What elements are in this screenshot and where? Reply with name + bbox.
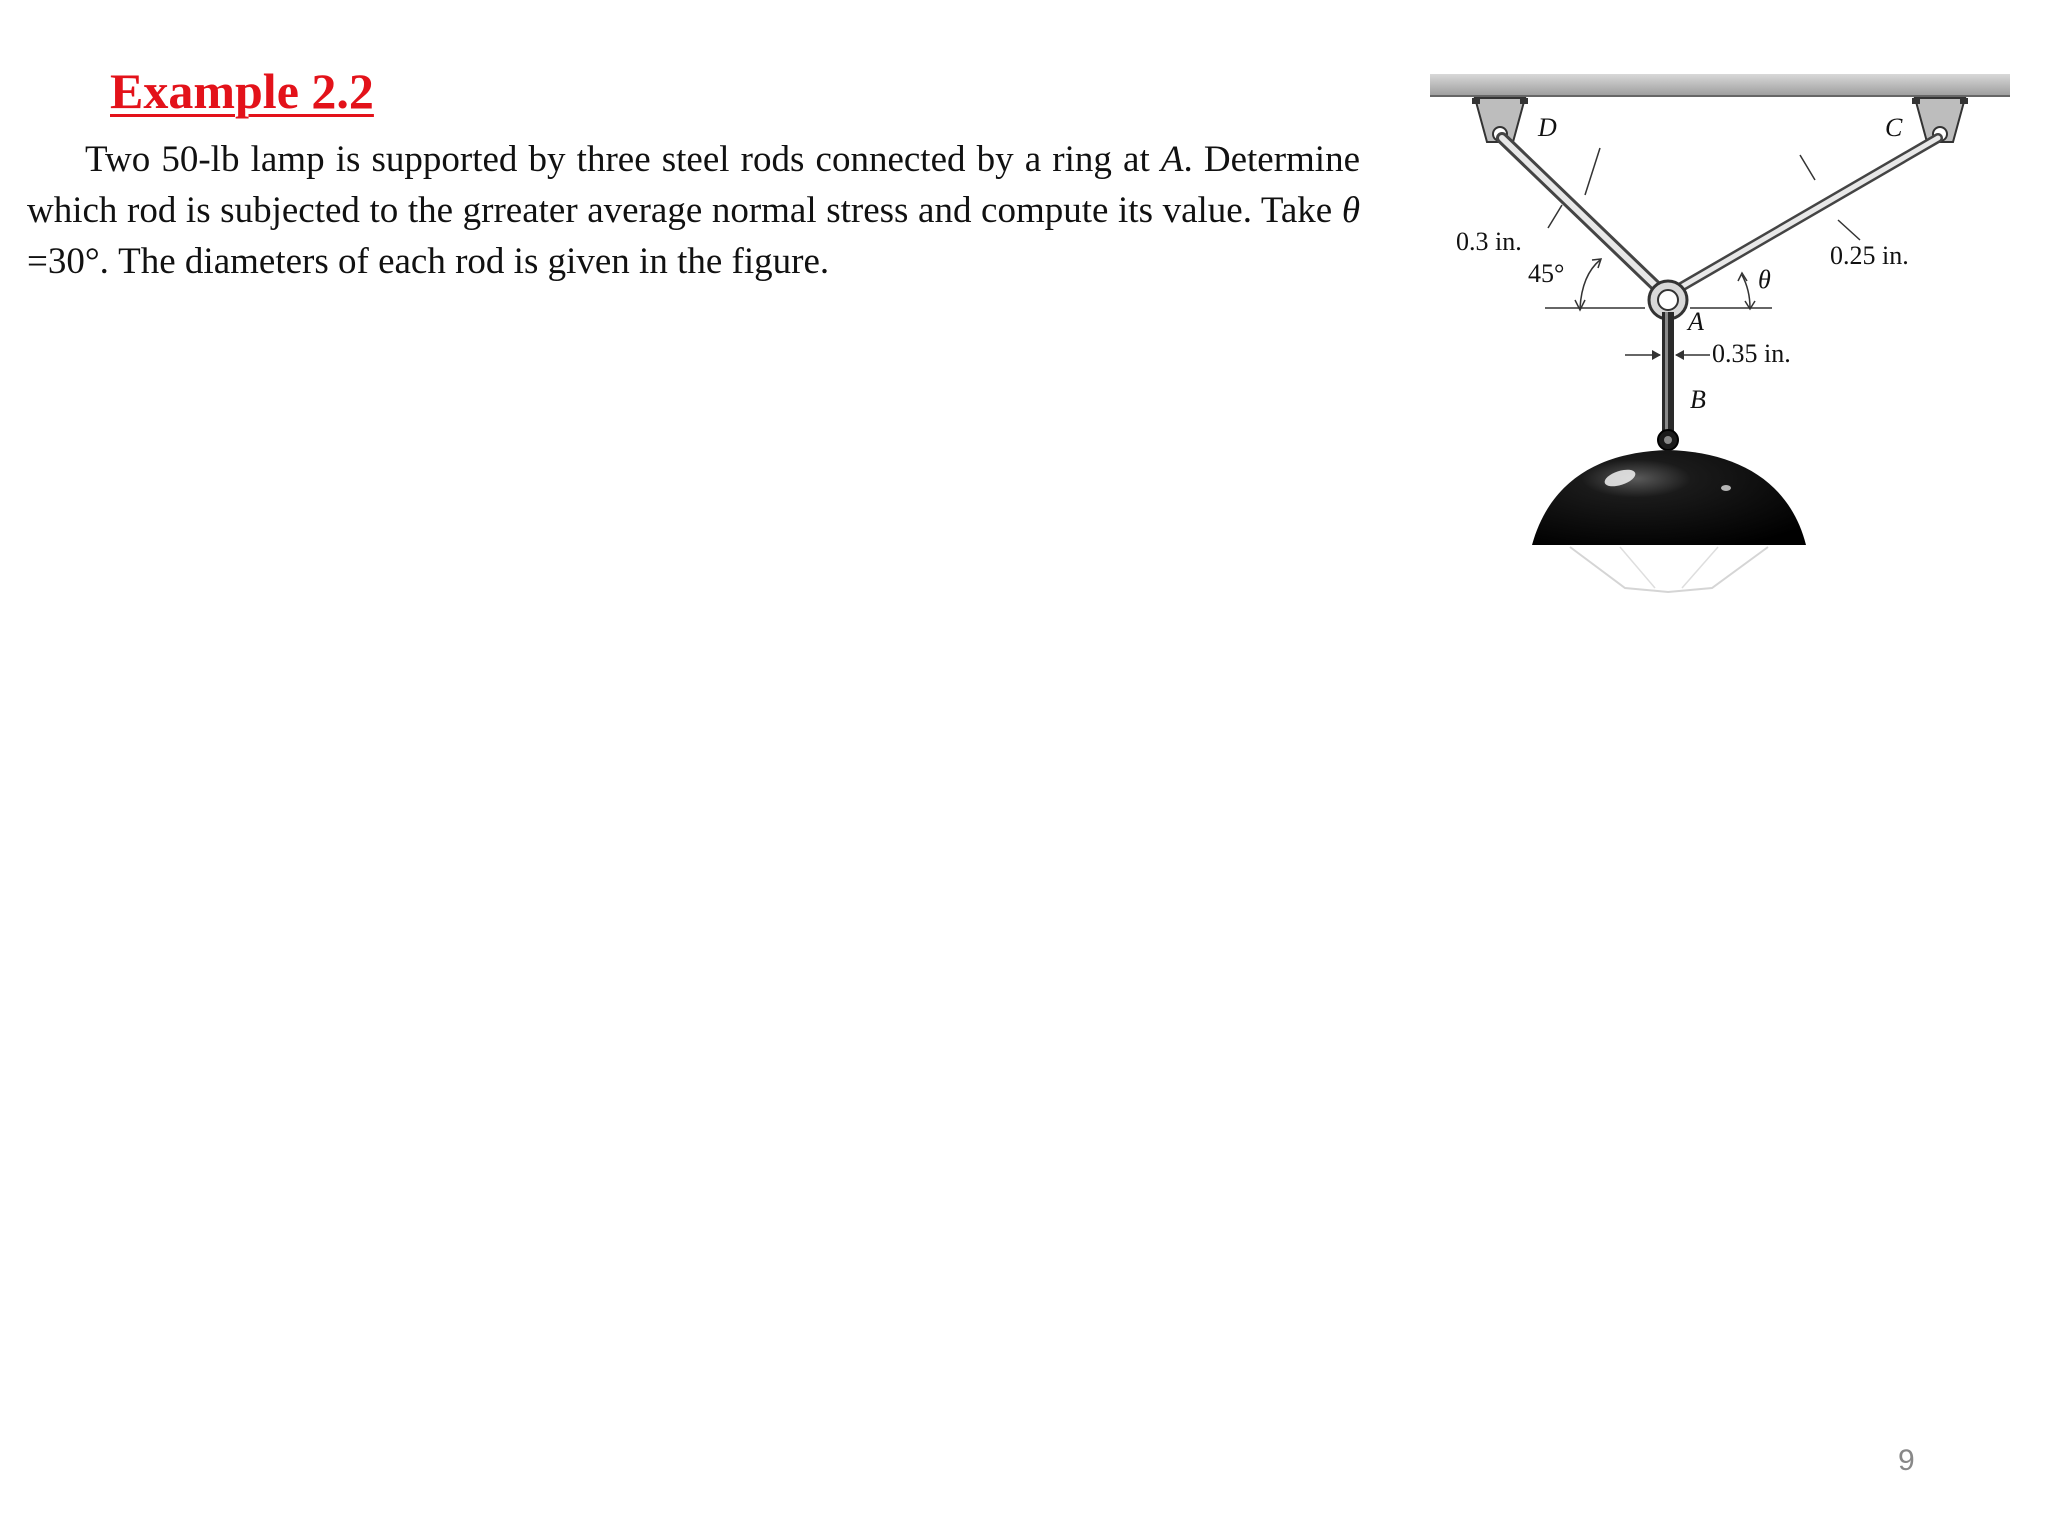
label-diameter-ad: 0.3 in. — [1456, 227, 1522, 256]
dim-arrow-ad — [1585, 148, 1600, 195]
problem-text-part3: =30°. The diameters of each rod is given in the figure. — [27, 241, 830, 282]
ring-label-inline: A — [1160, 139, 1184, 180]
label-angle-45: 45° — [1528, 259, 1565, 288]
rod-ad-highlight — [1502, 138, 1660, 290]
label-angle-theta: θ — [1758, 265, 1771, 294]
lamp-bulb-outline — [1570, 547, 1768, 592]
theta-symbol-inline: θ — [1341, 190, 1360, 231]
problem-text-part2: . Determine which rod is subjected to the grreater average normal stress and compute its value. Take — [27, 139, 1360, 231]
label-point-d: D — [1538, 113, 1557, 142]
label-point-a: A — [1688, 307, 1704, 336]
page-number: 9 — [1898, 1444, 1915, 1477]
problem-text-part1: Two 50-lb lamp is supported by three steel rods connected by a ring at — [85, 139, 1161, 180]
label-diameter-ab: 0.35 in. — [1712, 339, 1791, 368]
problem-statement — [27, 134, 1360, 287]
lamp-rod-figure — [1420, 50, 2020, 630]
label-point-c: C — [1885, 113, 1903, 142]
ceiling — [1430, 74, 2010, 96]
slide-title: Example 2.2 — [110, 63, 374, 119]
dim-arrow-ac — [1800, 155, 1815, 180]
angle-arc-45 — [1580, 260, 1600, 308]
lamp-shade — [1532, 450, 1806, 545]
label-diameter-ac: 0.25 in. — [1830, 241, 1909, 270]
label-point-b: B — [1690, 385, 1706, 414]
